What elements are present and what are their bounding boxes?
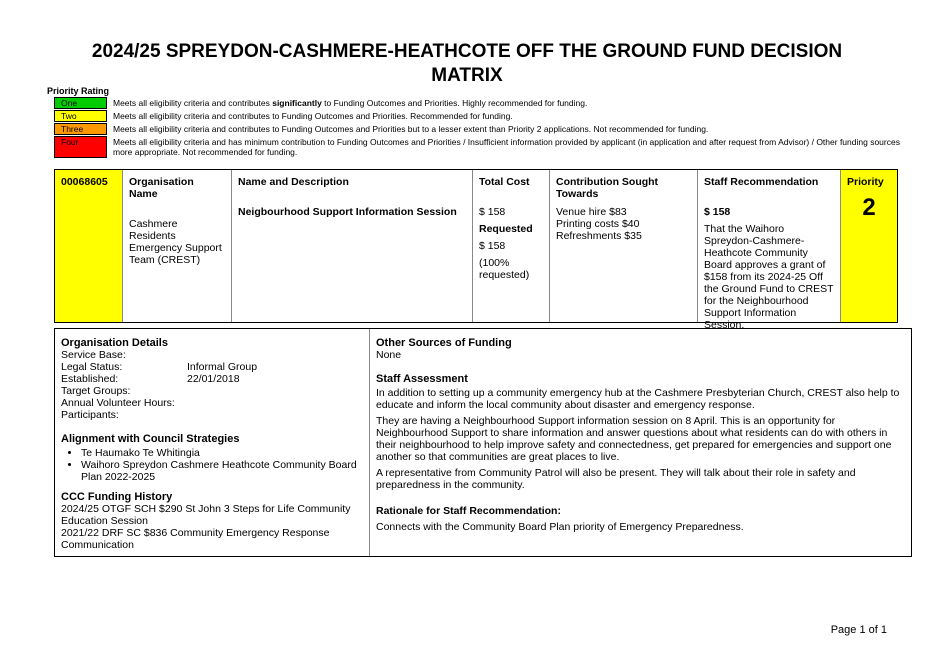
alignment-item: • Waihoro Spreydon Cashmere Heathcote Community Board Plan 2022-2025 — [81, 459, 363, 483]
details-panel — [54, 328, 912, 557]
title-line-1: 2024/25 SPREYDON-CASHMERE-HEATHCOTE OFF THE GROUND FUND DECISION — [91, 41, 843, 62]
funding-history-item: 2024/25 OTGF SCH $290 St John 3 Steps for Life Community Education Session — [61, 503, 351, 527]
priority-two-text: Meets all eligibility criteria and contributes to Funding Outcomes and Priorities. Recommended for funding. — [113, 111, 513, 121]
org-details-title: Organisation Details — [61, 337, 168, 349]
application-id: 00068605 — [61, 176, 108, 188]
detail-row: Annual Volunteer Hours: — [61, 397, 175, 409]
other-sources-title: Other Sources of Funding — [376, 337, 512, 349]
decision-matrix — [54, 169, 898, 331]
name-desc-cell — [232, 170, 473, 322]
total-cost-cell — [473, 170, 550, 322]
priority-one-label: One — [54, 97, 107, 109]
detail-row: Service Base: — [61, 349, 126, 361]
funding-history-title: CCC Funding History — [61, 491, 173, 503]
contribution-item: Printing costs $40 — [556, 218, 640, 230]
contribution-item: Venue hire $83 — [556, 206, 627, 218]
details-right — [370, 329, 911, 556]
priority-two-label: Two — [54, 110, 107, 122]
staff-assessment-title: Staff Assessment — [376, 373, 468, 385]
priority-four-text: Meets all eligibility criteria and has minimum contribution to Funding Outcomes and Priorities / Insufficient information provided by applicant (in application and after request from Advisor) / Other funding sources more appropriate. Not recommended for funding. — [113, 137, 900, 157]
priority-value: 2 — [862, 194, 876, 221]
title-line-2: MATRIX — [431, 65, 503, 86]
requested-percent: (100% requested) — [479, 257, 530, 281]
rationale-title: Rationale for Staff Recommendation: — [376, 505, 561, 517]
page-title — [0, 40, 934, 88]
assessment-paragraph: A representative from Community Patrol will also be present. They will talk about their role in safety and preparedness in the community. — [376, 467, 856, 491]
detail-row: Established: 22/01/2018 — [61, 373, 240, 385]
priority-one-text: Meets all eligibility criteria and contributes significantly to Funding Outcomes and Priorities. Highly recommended for funding. — [113, 98, 588, 108]
alignment-list — [61, 447, 363, 483]
contribution-cell — [550, 170, 698, 322]
detail-row: Participants: — [61, 409, 119, 421]
priority-three-text: Meets all eligibility criteria and contributes to Funding Outcomes and Priorities but to a lesser extent than Priority 2 applications. Not recommended for funding. — [113, 124, 709, 134]
org-name-header: Organisation Name — [129, 176, 194, 200]
requested-label: Requested — [479, 223, 533, 235]
staff-rec-cell — [698, 170, 841, 331]
assessment-paragraph: In addition to setting up a community emergency hub at the Cashmere Presbyterian Church, CREST also help to educate and inform the local community about disaster and emergency response. — [376, 387, 900, 411]
funding-history-item: 2021/22 DRF SC $836 Community Emergency Response Communication — [61, 527, 330, 551]
requested-value: $ 158 — [479, 240, 506, 252]
total-cost-header: Total Cost — [479, 176, 530, 188]
rationale-text: Connects with the Community Board Plan priority of Emergency Preparedness. — [376, 521, 744, 533]
detail-row: Legal Status: Informal Group — [61, 361, 258, 373]
priority-header: Priority — [847, 176, 884, 188]
contribution-header: Contribution Sought Towards — [556, 176, 659, 200]
name-desc-header: Name and Description — [238, 176, 349, 188]
total-cost-value: $ 158 — [479, 206, 506, 218]
staff-rec-text: That the Waihoro Spreydon-Cashmere-Heathcote Community Board approves a grant of $158 from its 2024-25 Off the Ground Fund to CREST for the Neighbourhood Support Information Session. — [704, 223, 834, 331]
priority-four-label: Four — [54, 136, 107, 158]
staff-rec-amount: $ 158 — [704, 206, 731, 218]
name-desc-value: Neigbourhood Support Information Session — [238, 206, 457, 218]
priority-rating-heading: Priority Rating — [47, 86, 110, 96]
details-left — [55, 329, 370, 556]
detail-row: Target Groups: — [61, 385, 131, 397]
priority-cell — [841, 170, 897, 322]
contribution-item: Refreshments $35 — [556, 230, 642, 242]
alignment-title: Alignment with Council Strategies — [61, 433, 240, 445]
org-name-value: Cashmere Residents Emergency Support Team (CREST) — [129, 218, 222, 266]
other-sources-value: None — [376, 349, 402, 361]
priority-three-label: Three — [54, 123, 107, 135]
alignment-item: • Te Haumako Te Whitingia — [81, 447, 363, 459]
id-cell — [55, 170, 123, 322]
assessment-paragraph: They are having a Neighbourhood Support information session on 8 April. This is an opportunity for Neighbourhood Support to share information and answer questions about what residents can do with others in their neighbourhood to help improve safety and connectedness, get prepared for emergencies and support one another so that communities are great places to live. — [376, 415, 892, 463]
staff-rec-header: Staff Recommendation — [704, 176, 819, 188]
page-number: Page 1 of 1 — [830, 624, 887, 636]
org-name-cell — [123, 170, 232, 322]
